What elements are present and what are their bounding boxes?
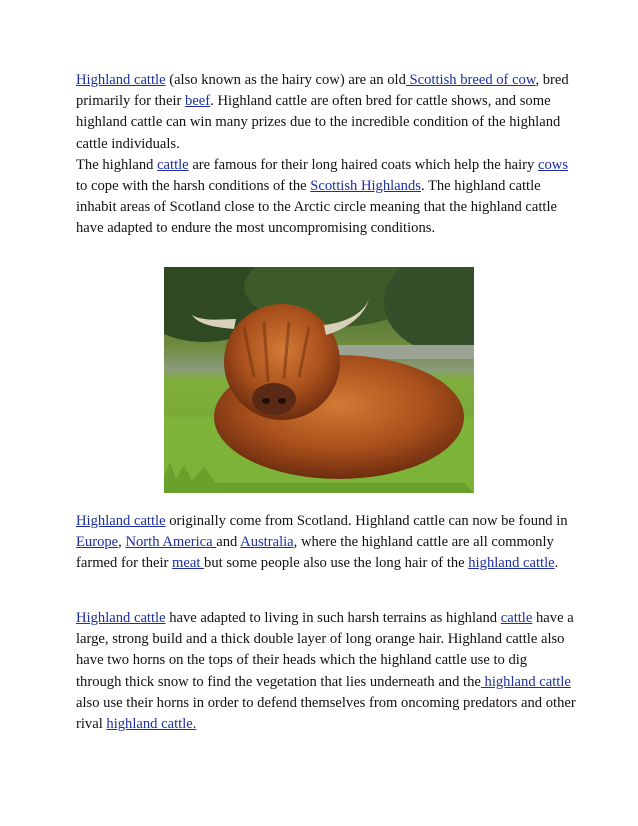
body-text: but some people also use the long hair of the	[204, 555, 469, 572]
body-text: have adapted to living in such harsh terrains as highland	[165, 610, 501, 626]
paragraph-intro	[76, 70, 576, 240]
body-text: have a large, strong build and a thick double layer of long orange hair. Highland cattle also have two horns on the tops of their heads which the highland cattle use to dig through thick snow to find the vegetation that lies underneath and the	[76, 610, 574, 690]
inline-link[interactable]: Highland cattle	[76, 72, 166, 88]
inline-link[interactable]: cows	[538, 156, 568, 173]
inline-link[interactable]: Europe	[76, 534, 119, 551]
body-text: . The highland cattle inhabit areas of Scotland close to the Arctic circle meaning that the highland cattle have adapted to endure the most uncompromising conditions.	[76, 178, 558, 237]
body-text: , bred primarily for their	[76, 72, 569, 110]
body-text: , where the highland cattle are all commonly farmed for their	[76, 534, 554, 572]
highland-cow-photo	[164, 267, 474, 493]
body-text: originally come from Scotland. Highland cattle can now be found in	[165, 513, 568, 529]
body-text: The highland	[76, 156, 158, 173]
inline-link[interactable]: Highland cattle	[76, 610, 166, 626]
inline-link[interactable]: Scottish breed of cow	[405, 72, 536, 88]
body-text: . Highland cattle are often bred for cattle shows, and some highland cattle can win many prizes due to the incredible condition of the highland cattle individuals.	[76, 93, 561, 152]
inline-link[interactable]: beef	[185, 93, 211, 110]
inline-link[interactable]: meat	[172, 555, 205, 572]
body-text: (also known as the hairy cow) are an old	[165, 72, 406, 88]
inline-link[interactable]: cattle	[500, 610, 533, 626]
inline-link[interactable]: Australia	[240, 534, 294, 551]
body-text: ,	[118, 534, 126, 551]
body-text: to cope with the harsh conditions of the	[76, 178, 311, 195]
paragraph-adaptation	[76, 608, 576, 735]
inline-link[interactable]: highland cattle.	[106, 716, 197, 733]
body-text: are famous for their long haired coats which help the hairy	[188, 156, 538, 173]
body-text: .	[554, 555, 559, 572]
body-text: also use their horns in order to defend themselves from oncoming predators and other rival	[76, 694, 576, 733]
inline-link[interactable]: highland cattle	[468, 555, 555, 572]
inline-link[interactable]: North America	[125, 534, 217, 551]
body-text: and	[216, 534, 241, 551]
paragraph-origin	[76, 511, 576, 575]
inline-link[interactable]: cattle	[157, 156, 189, 173]
inline-link[interactable]: Scottish Highlands	[310, 178, 421, 195]
inline-link[interactable]: Highland cattle	[76, 513, 166, 529]
inline-link[interactable]: highland cattle	[480, 673, 571, 690]
